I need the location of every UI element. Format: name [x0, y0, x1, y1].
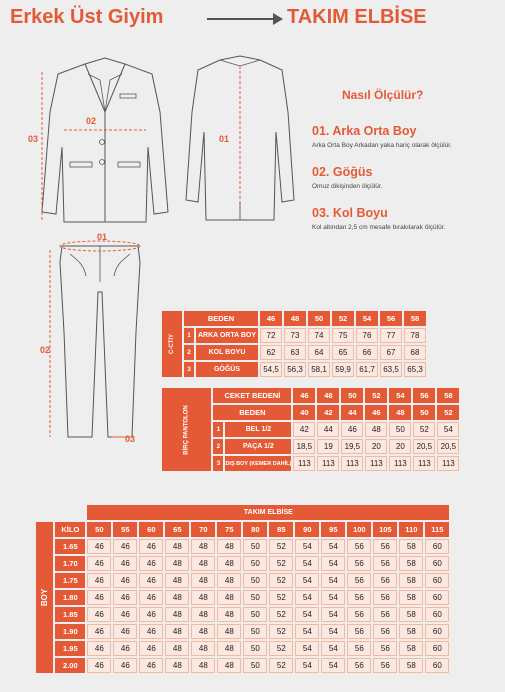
table-cell: 56	[347, 607, 371, 622]
table-cell: 20,5	[437, 439, 459, 454]
jacket-table-header-label: BEDEN	[184, 311, 258, 326]
table-cell: 46	[139, 590, 163, 605]
table-cell: 77	[380, 328, 402, 343]
table-cell: 68	[404, 345, 426, 360]
table-cell: 48	[191, 590, 215, 605]
table-cell: 113	[365, 456, 387, 471]
table-cell: 46	[139, 624, 163, 639]
trousers-label-01: 01	[97, 232, 108, 242]
table-cell: 58	[399, 658, 423, 673]
table-cell: 52	[269, 641, 293, 656]
table-cell: 48	[165, 590, 189, 605]
table-cell: 46	[113, 573, 137, 588]
weight-header: 80	[243, 522, 267, 537]
jacket-front-label-03: 03	[28, 134, 39, 144]
table-cell: 63	[284, 345, 306, 360]
table-cell: 74	[308, 328, 330, 343]
jacket-size: 50	[308, 311, 330, 326]
weight-header: 70	[191, 522, 215, 537]
table-cell: 113	[317, 456, 339, 471]
table-cell: 62	[260, 345, 282, 360]
table-cell: 48	[165, 573, 189, 588]
suit-chart-title: TAKIM ELBİSE	[87, 505, 449, 520]
table-cell: 54	[321, 556, 345, 571]
row-label: ARKA ORTA BOY	[196, 328, 258, 343]
pants-jacket-size: 54	[389, 388, 411, 403]
table-cell: 56	[347, 556, 371, 571]
height-header: 1.95	[55, 641, 85, 656]
height-header: 1.65	[55, 539, 85, 554]
trousers-label-02: 02	[40, 345, 51, 355]
pants-jacket-size: 52	[365, 388, 387, 403]
step-2-title: 02. Göğüs	[312, 165, 373, 179]
table-cell: 56	[373, 573, 397, 588]
table-cell: 54	[321, 658, 345, 673]
table-cell: 48	[191, 658, 215, 673]
row-label: BEL 1/2	[225, 422, 291, 437]
table-cell: 60	[425, 556, 449, 571]
jacket-back-diagram	[180, 52, 300, 227]
jacket-size: 54	[356, 311, 378, 326]
how-to-measure	[312, 88, 502, 247]
table-cell: 46	[87, 641, 111, 656]
table-cell: 46	[113, 539, 137, 554]
table-cell: 20	[365, 439, 387, 454]
table-cell: 60	[425, 658, 449, 673]
suit-size-chart-table	[34, 503, 451, 675]
table-row	[36, 658, 449, 673]
table-cell: 54,5	[260, 362, 282, 377]
table-row	[36, 607, 449, 622]
table-cell: 76	[356, 328, 378, 343]
table-cell: 46	[87, 556, 111, 571]
table-cell: 56	[347, 539, 371, 554]
table-cell: 67	[380, 345, 402, 360]
trousers-diagram	[40, 232, 160, 447]
table-cell: 58	[399, 641, 423, 656]
table-cell: 54	[321, 573, 345, 588]
pants-jacket-size: 48	[317, 388, 339, 403]
table-cell: 46	[113, 607, 137, 622]
table-cell: 48	[217, 607, 241, 622]
jacket-size: 46	[260, 311, 282, 326]
table-cell: 56	[373, 658, 397, 673]
table-cell: 56,3	[284, 362, 306, 377]
row-number: 1	[213, 422, 223, 437]
table-cell: 56	[347, 624, 371, 639]
table-cell: 54	[295, 556, 319, 571]
table-cell: 48	[165, 624, 189, 639]
row-label: DIŞ BOY (KEMER DAHİL)	[225, 456, 291, 471]
table-cell: 50	[243, 658, 267, 673]
table-cell: 75	[332, 328, 354, 343]
table-cell: 58	[399, 624, 423, 639]
weight-header: 55	[113, 522, 137, 537]
table-cell: 65	[332, 345, 354, 360]
table-row	[36, 539, 449, 554]
weight-header: 90	[295, 522, 319, 537]
weight-header: 105	[373, 522, 397, 537]
table-cell: 52	[413, 422, 435, 437]
table-cell: 19	[317, 439, 339, 454]
table-cell: 50	[243, 539, 267, 554]
table-cell: 46	[113, 556, 137, 571]
table-cell: 72	[260, 328, 282, 343]
table-cell: 56	[373, 641, 397, 656]
table-cell: 44	[317, 422, 339, 437]
row-number: 2	[213, 439, 223, 454]
table-cell: 58	[399, 607, 423, 622]
table-cell: 48	[165, 539, 189, 554]
table-cell: 46	[139, 556, 163, 571]
table-cell: 48	[191, 607, 215, 622]
row-number: 1	[184, 328, 194, 343]
table-cell: 52	[269, 556, 293, 571]
table-cell: 48	[191, 573, 215, 588]
suit-size-chart	[34, 503, 451, 675]
pants-size: 50	[413, 405, 435, 420]
table-cell: 52	[269, 590, 293, 605]
table-cell: 46	[87, 539, 111, 554]
header-left-title: Erkek Üst Giyim	[10, 6, 164, 28]
table-cell: 73	[284, 328, 306, 343]
table-cell: 48	[165, 658, 189, 673]
row-label: KOL BOYU	[196, 345, 258, 360]
jacket-size-table	[160, 309, 428, 379]
table-cell: 46	[139, 607, 163, 622]
page-header	[10, 6, 500, 32]
pants-jacket-size: 56	[413, 388, 435, 403]
header-arrow	[207, 18, 277, 20]
table-cell: 46	[139, 573, 163, 588]
table-cell: 46	[139, 658, 163, 673]
table-cell: 58	[399, 590, 423, 605]
height-header: 1.75	[55, 573, 85, 588]
table-cell: 54	[295, 658, 319, 673]
table-cell: 46	[341, 422, 363, 437]
table-cell: 58	[399, 556, 423, 571]
table-cell: 46	[113, 590, 137, 605]
table-cell: 56	[347, 641, 371, 656]
weight-header: 110	[399, 522, 423, 537]
table-cell: 46	[87, 607, 111, 622]
table-cell: 58,1	[308, 362, 330, 377]
table-cell: 46	[139, 641, 163, 656]
table-cell: 48	[191, 556, 215, 571]
jacket-front-diagram	[30, 52, 180, 227]
header-right-title: TAKIM ELBİSE	[287, 6, 427, 28]
table-cell: 52	[269, 624, 293, 639]
table-cell: 56	[347, 573, 371, 588]
jacket-front-label-02: 02	[86, 116, 97, 126]
table-cell: 54	[295, 539, 319, 554]
table-cell: 48	[165, 556, 189, 571]
pants-size: 48	[389, 405, 411, 420]
row-number: 3	[213, 456, 223, 471]
suit-chart-side-label: BOY	[36, 522, 53, 673]
table-cell: 54	[437, 422, 459, 437]
table-cell: 19,5	[341, 439, 363, 454]
pants-jacket-size: 50	[341, 388, 363, 403]
table-cell: 50	[243, 607, 267, 622]
table-cell: 60	[425, 539, 449, 554]
jacket-size: 58	[404, 311, 426, 326]
table-cell: 59,9	[332, 362, 354, 377]
table-row	[36, 556, 449, 571]
table-cell: 56	[373, 607, 397, 622]
table-cell: 60	[425, 624, 449, 639]
table-cell: 48	[191, 624, 215, 639]
row-label: GÖĞÜS	[196, 362, 258, 377]
step-1-title: 01. Arka Orta Boy	[312, 124, 417, 138]
pants-size-label: BEDEN	[213, 405, 291, 420]
table-row	[36, 641, 449, 656]
weight-header: 75	[217, 522, 241, 537]
table-cell: 113	[293, 456, 315, 471]
table-cell: 52	[269, 539, 293, 554]
height-header: 1.85	[55, 607, 85, 622]
pants-jacket-size: 46	[293, 388, 315, 403]
table-cell: 46	[113, 641, 137, 656]
table-cell: 48	[191, 539, 215, 554]
table-cell: 54	[295, 641, 319, 656]
table-cell: 54	[295, 590, 319, 605]
jacket-table-side-label: C-CTIY	[162, 311, 182, 377]
table-cell: 113	[413, 456, 435, 471]
how-to-measure-title: Nasıl Ölçülür?	[342, 88, 424, 102]
table-cell: 60	[425, 607, 449, 622]
weight-header: 115	[425, 522, 449, 537]
table-cell: 46	[87, 573, 111, 588]
table-cell: 48	[217, 573, 241, 588]
table-cell: 60	[425, 590, 449, 605]
table-cell: 64	[308, 345, 330, 360]
table-cell: 48	[217, 590, 241, 605]
table-cell: 56	[347, 590, 371, 605]
weight-header: 95	[321, 522, 345, 537]
header-arrowhead	[273, 13, 283, 25]
trousers-label-03: 03	[125, 434, 136, 444]
table-cell: 50	[243, 590, 267, 605]
table-cell: 48	[217, 658, 241, 673]
table-cell: 48	[165, 641, 189, 656]
table-cell: 50	[243, 556, 267, 571]
table-cell: 48	[165, 607, 189, 622]
table-cell: 54	[295, 607, 319, 622]
weight-header: 100	[347, 522, 371, 537]
table-cell: 48	[217, 641, 241, 656]
weight-header: 65	[165, 522, 189, 537]
table-cell: 54	[321, 539, 345, 554]
pants-size: 40	[293, 405, 315, 420]
table-cell: 46	[87, 590, 111, 605]
jacket-size: 52	[332, 311, 354, 326]
height-header: 1.70	[55, 556, 85, 571]
table-row	[36, 590, 449, 605]
table-cell: 113	[341, 456, 363, 471]
table-cell: 60	[425, 641, 449, 656]
row-number: 3	[184, 362, 194, 377]
step-2-desc: Omuz dikişinden ölçülür.	[312, 183, 383, 190]
table-cell: 46	[113, 658, 137, 673]
pants-size: 52	[437, 405, 459, 420]
pants-jacket-size-label: CEKET BEDENİ	[213, 388, 291, 403]
table-cell: 52	[269, 607, 293, 622]
table-cell: 48	[191, 641, 215, 656]
table-cell: 54	[321, 590, 345, 605]
table-cell: 50	[389, 422, 411, 437]
table-cell: 54	[321, 624, 345, 639]
pants-size: 44	[341, 405, 363, 420]
table-cell: 58	[399, 539, 423, 554]
step-3-title: 03. Kol Boyu	[312, 206, 388, 220]
table-cell: 63,5	[380, 362, 402, 377]
step-3-desc: Kol altından 2,5 cm mesafe bırakılarak ölçülür.	[312, 224, 446, 231]
table-cell: 48	[365, 422, 387, 437]
table-cell: 52	[269, 573, 293, 588]
table-row	[36, 573, 449, 588]
height-header: 1.90	[55, 624, 85, 639]
table-cell: 113	[389, 456, 411, 471]
jacket-size: 48	[284, 311, 306, 326]
table-cell: 46	[87, 658, 111, 673]
table-cell: 56	[373, 590, 397, 605]
table-cell: 50	[243, 641, 267, 656]
table-cell: 50	[243, 624, 267, 639]
table-cell: 48	[217, 539, 241, 554]
table-row	[36, 624, 449, 639]
table-cell: 78	[404, 328, 426, 343]
table-cell: 65,3	[404, 362, 426, 377]
table-cell: 66	[356, 345, 378, 360]
pants-size-table	[160, 386, 461, 473]
weight-header: 60	[139, 522, 163, 537]
table-cell: 113	[437, 456, 459, 471]
table-cell: 54	[295, 624, 319, 639]
jacket-back-label-01: 01	[219, 134, 230, 144]
row-number: 2	[184, 345, 194, 360]
table-cell: 56	[347, 658, 371, 673]
table-cell: 48	[217, 556, 241, 571]
table-cell: 56	[373, 539, 397, 554]
table-cell: 61,7	[356, 362, 378, 377]
height-header: 1.80	[55, 590, 85, 605]
table-cell: 56	[373, 624, 397, 639]
table-cell: 46	[113, 624, 137, 639]
table-cell: 52	[269, 658, 293, 673]
table-cell: 50	[243, 573, 267, 588]
table-cell: 46	[87, 624, 111, 639]
table-cell: 56	[373, 556, 397, 571]
table-cell: 58	[399, 573, 423, 588]
table-cell: 54	[295, 573, 319, 588]
pants-jacket-size: 58	[437, 388, 459, 403]
table-cell: 20	[389, 439, 411, 454]
table-cell: 46	[139, 539, 163, 554]
table-cell: 20,5	[413, 439, 435, 454]
table-cell: 60	[425, 573, 449, 588]
table-cell: 42	[293, 422, 315, 437]
suit-chart-corner-label: KİLO	[55, 522, 85, 537]
pants-table-side-label: BİRÇ PANTOLON	[162, 388, 211, 471]
weight-header: 85	[269, 522, 293, 537]
weight-header: 50	[87, 522, 111, 537]
step-1-desc: Arka Orta Boy Arkadan yaka hariç olarak ölçülür.	[312, 142, 452, 149]
row-label: PAÇA 1/2	[225, 439, 291, 454]
table-cell: 18,5	[293, 439, 315, 454]
table-cell: 54	[321, 641, 345, 656]
table-cell: 48	[217, 624, 241, 639]
height-header: 2.00	[55, 658, 85, 673]
jacket-size: 56	[380, 311, 402, 326]
pants-size: 46	[365, 405, 387, 420]
pants-size: 42	[317, 405, 339, 420]
table-cell: 54	[321, 607, 345, 622]
